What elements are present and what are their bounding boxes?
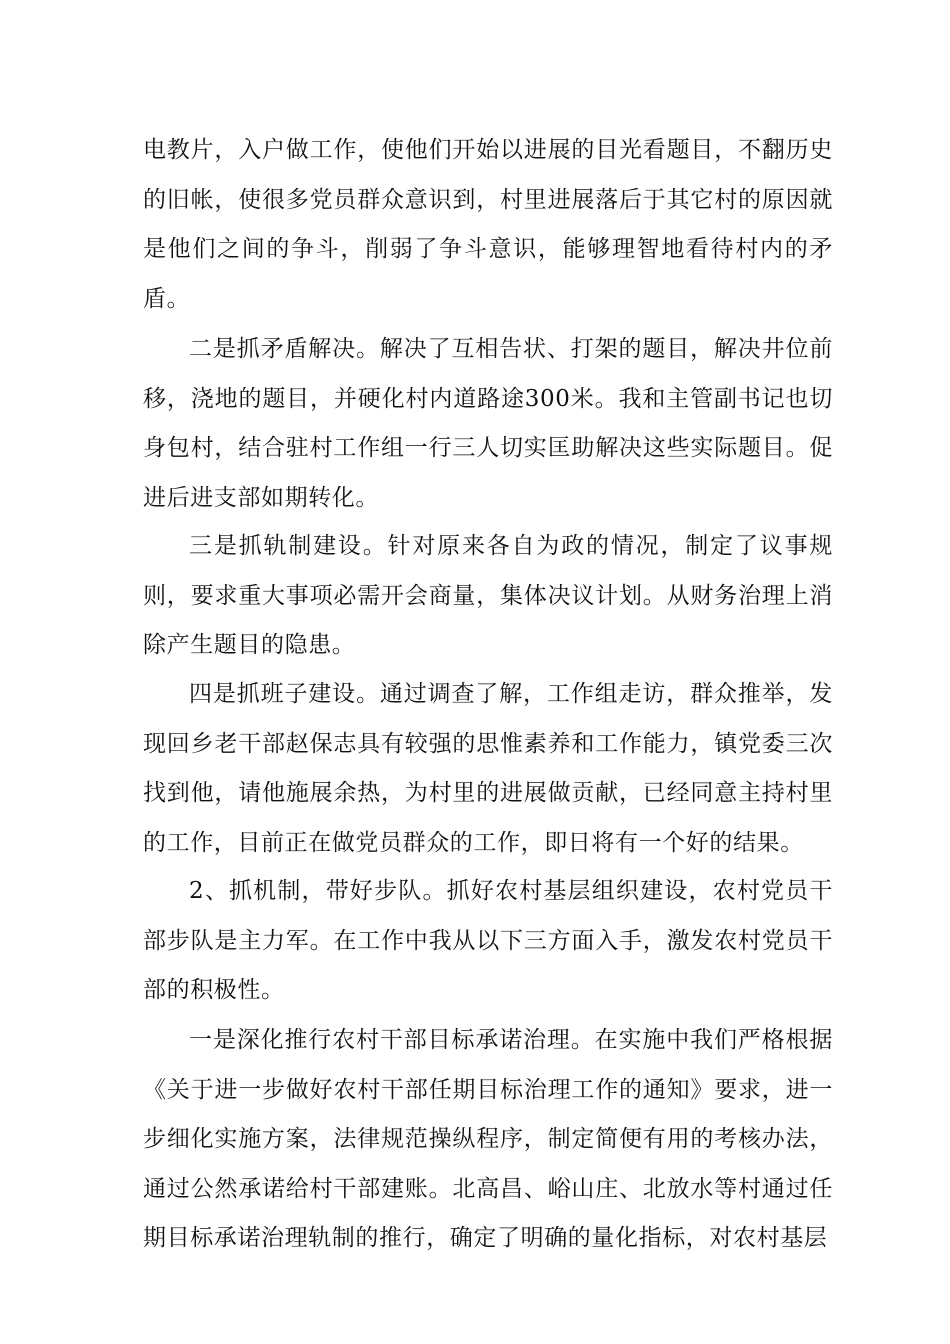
paragraph-1: 电教片，入户做工作，使他们开始以进展的目光看题目，不翻历史的旧帐，使很多党员群众意识到，村里进展落后于其它村的原因就是他们之间的争斗，削弱了争斗意识，能够理智地看待村内的矛盾。 <box>143 137 833 312</box>
paragraph-3: 三是抓轨制建设。针对原来各自为政的情况，制定了议事规则，要求重大事项必需开会商量，集体决议计划。从财务治理上消除产生题目的隐患。 <box>143 533 833 658</box>
paragraph-2: 二是抓矛盾解决。解决了互相告状、打架的题目，解决井位前移，浇地的题目，并硬化村内道路途300米。我和主管副书记也切身包村，结合驻村工作组一行三人切实匡助解决这些实际题目。促进后进支部如期转化。 <box>143 336 833 511</box>
paragraph-6: 一是深化推行农村干部目标承诺治理。在实施中我们严格根据《关于进一步做好农村干部任期目标治理工作的通知》要求，进一步细化实施方案，法律规范操纵程序，制定简便有用的考核办法，通过公然承诺给村干部建账。北高昌、峪山庄、北放水等村通过任期目标承诺治理轨制的推行，确定了明确的量化指标，对农村基层 <box>143 1027 833 1251</box>
paragraph-5: 2、抓机制，带好步队。抓好农村基层组织建设，农村党员干部步队是主力军。在工作中我从以下三方面入手，激发农村党员干部的积极性。 <box>143 878 833 1003</box>
paragraph-4: 四是抓班子建设。通过调查了解，工作组走访，群众推举，发现回乡老干部赵保志具有较强的思惟素养和工作能力，镇党委三次找到他，请他施展余热，为村里的进展做贡献，已经同意主持村里的工作，目前正在做党员群众的工作，即日将有一个好的结果。 <box>143 681 833 856</box>
